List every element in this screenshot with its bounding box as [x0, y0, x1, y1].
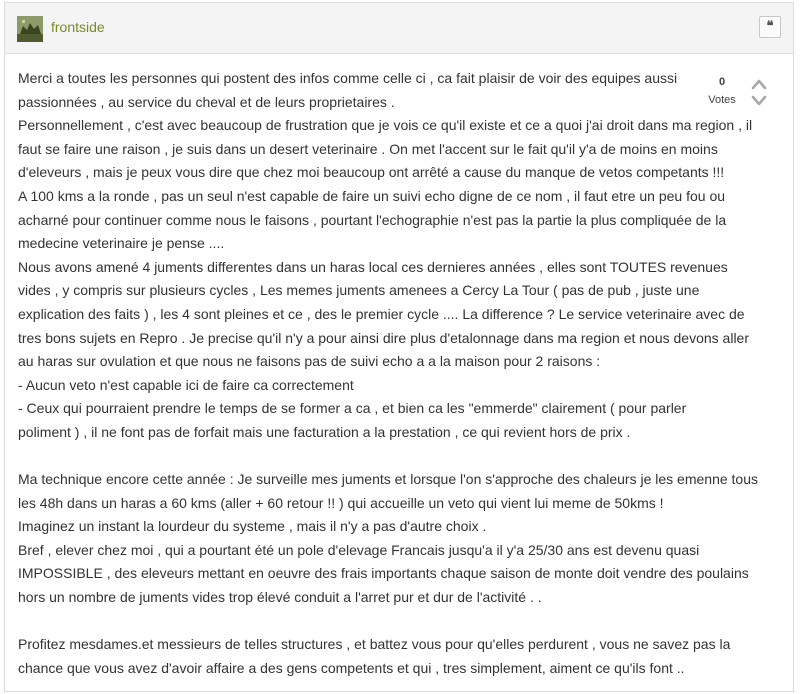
post-text-line: chance que vous avez d'avoir affaire a des gens competents et qui , tres simplement, aiment ce qu'ils font ..: [18, 659, 685, 676]
blank-line: [18, 610, 788, 634]
post-text-line: Nous avons amené 4 juments differentes dans un haras local ces dernieres années , elles sont TOUTES revenues: [18, 258, 728, 275]
post-text-line: acharné pour continuer comme nous le faisons , pourtant l'echographie n'est pas la partie la plus compliquée de la: [18, 211, 727, 228]
post-text-line: faut se faire une raison , je suis dans un desert veterinaire . On met l'accent sur le fait qu'il y'a de moins en moins: [18, 140, 718, 157]
post-text-line: hors un nombre de juments vides trop élevé conduit a l'arret pur et dur de l'activité . .: [18, 589, 542, 606]
quote-icon: ❝: [766, 19, 774, 34]
post-text-line: Imaginez un instant la lourdeur du systeme , mais il n'y a pas d'autre choix .: [18, 518, 487, 535]
post-text-line: vides , y compris sur plusieurs cycles , Les memes juments amenees a Cercy La Tour ( pas de pub , juste une: [18, 282, 700, 299]
post-text-line: Profitez mesdames.et messieurs de telles structures , et battez vous pour qu'elles perdurent , vous ne savez pas la: [18, 636, 731, 653]
post-text-line: au haras sur ovulation et que nous ne faisons pas de suivi echo a a la maison pour 2 raisons :: [18, 353, 601, 370]
avatar[interactable]: [17, 16, 43, 42]
post-text-line: Ma technique encore cette année : Je surveille mes juments et lorsque l'on s'approche des chaleurs je les emenne tous: [18, 471, 758, 488]
post-text-line: explication des faits ) , les 4 sont pleines et ce , des le premier cycle .... La difference ? Le service veterinaire avec de: [18, 305, 745, 322]
post-text-line: poliment ) , il ne font pas de forfait mais une facturation a la prestation , ce qui revient hors de prix .: [18, 423, 631, 440]
post-text-line: Bref , elever chez moi , qui a pourtant été un pole d'elevage Francais jusqu'a il y'a 25/30 ans est devenu quasi: [18, 541, 700, 558]
post-text-line: IMPOSSIBLE , des eleveurs mettant en oeuvre des frais importants chaque saison de monte doit vendre des poulains: [18, 565, 749, 582]
post-body: [18, 67, 788, 680]
vote-count: 0: [718, 76, 726, 88]
quote-button[interactable]: [759, 16, 781, 38]
forum-post: [4, 2, 794, 692]
blank-line: [18, 445, 788, 469]
post-text-line: - Ceux qui pourraient prendre le temps de se former a ca , et bien ca les "emmerde" clairement ( pour parler: [18, 400, 687, 417]
avatar-image-icon: [17, 16, 43, 42]
post-text-line: A 100 kms a la ronde , pas un seul n'est capable de faire un suivi echo digne de ce nom , il faut etre un peu fou ou: [18, 187, 726, 204]
post-text-line: passionnées , au service du cheval et de leurs proprietaires .: [18, 93, 395, 110]
post-text-line: d'eleveurs , mais je peux vous dire que chez moi beaucoup ont arrêté a cause du manque de vetos competants !!!: [18, 164, 725, 181]
post-text-line: - Aucun veto n'est capable ici de faire ca correctement: [18, 376, 354, 393]
post-header: [5, 3, 793, 54]
post-text-line: Merci a toutes les personnes qui postent des infos comme celle ci , ca fait plaisir de voir des equipes aussi: [18, 70, 678, 86]
author-name-link[interactable]: frontside: [51, 19, 105, 35]
post-text-line: les 48h dans un haras a 60 kms (aller + 60 retour !! ) qui accueille un veto qui vient lui meme de 50kms !: [18, 494, 664, 511]
post-text-line: medecine veterinaire je pense ....: [18, 235, 225, 252]
post-text-line: Personnellement , c'est avec beaucoup de frustration que je vois ce qu'il existe et ce a quoi j'ai droit dans ma region , il: [18, 117, 753, 134]
post-text-line: tres bons sujets en Repro . Je precise qu'il n'y a pour ainsi dire plus d'etalonnage dans ma region et nous devons aller: [18, 329, 750, 346]
vote-label: Votes: [708, 94, 736, 106]
